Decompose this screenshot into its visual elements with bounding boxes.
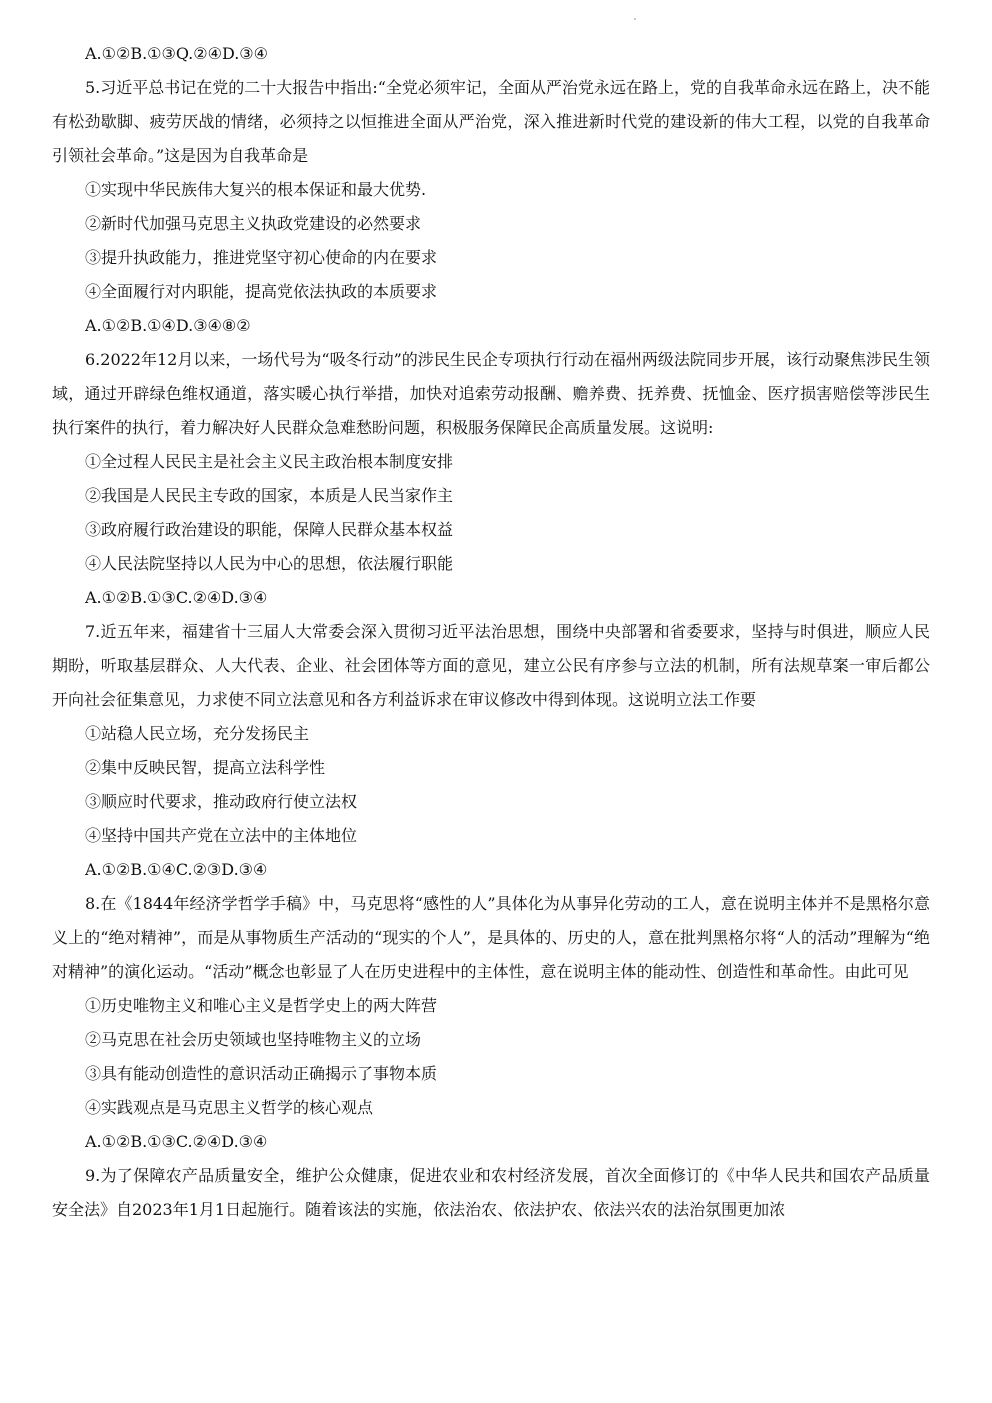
statement-item: ③政府履行政治建设的职能，保障人民群众基本权益 (85, 520, 454, 539)
statement-item: ①实现中华民族伟大复兴的根本保证和最大优势. (85, 180, 427, 199)
statement-item: ②新时代加强马克思主义执政党建设的必然要求 (85, 214, 422, 233)
question-stem: 5.习近平总书记在党的二十大报告中指出:“全党必须牢记，全面从严治党永远在路上，党的自我革命永远在路上，决不能有松劲歇脚、疲劳厌战的情绪，必须持之以恒推进全面从严治党，深入推进新时代党的建设新的伟大工程，以党的自我革命引领社会革命。”这是因为自我革命是 (52, 78, 930, 165)
statement-item: ③具有能动创造性的意识活动正确揭示了事物本质 (85, 1064, 438, 1083)
question-stem: 6.2022年12月以来，一场代号为“吸冬行动”的涉民生民企专项执行行动在福州两级法院同步开展，该行动聚焦涉民生领域，通过开辟绿色维权通道，落实暖心执行举措，加快对追索劳动报酬、赡养费、抚养费、抚恤金、医疗损害赔偿等涉民生执行案件的执行，着力解决好人民群众急难愁盼问题，积极服务保障民企高质量发展。这说明: (52, 350, 930, 437)
statement-item: ③提升执政能力，推进党坚守初心使命的内在要求 (85, 248, 438, 267)
answer-options: A.①②B.①③C.②④D.③④ (85, 1132, 268, 1151)
statement-item: ①站稳人民立场，充分发扬民主 (85, 724, 310, 743)
question-stem: 9.为了保障农产品质量安全，维护公众健康，促进农业和农村经济发展，首次全面修订的《中华人民共和国农产品质量安全法》自2023年1月1日起施行。随着该法的实施，依法治农、依法护农、依法兴农的法治氛围更加浓 (52, 1166, 930, 1219)
statement-item: ②我国是人民民主专政的国家，本质是人民当家作主 (85, 486, 454, 505)
question-stem: 8.在《1844年经济学哲学手稿》中，马克思将“感性的人”具体化为从事异化劳动的工人，意在说明主体并不是黑格尔意义上的“绝对精神”，而是从事物质生产活动的“现实的个人”，是具体的、历史的人，意在批判黑格尔将“人的活动”理解为“绝对精神”的演化运动。“活动”概念也彰显了人在历史进程中的主体性，意在说明主体的能动性、创造性和革命性。由此可见 (52, 894, 930, 981)
statement-item: ④全面履行对内职能，提高党依法执政的本质要求 (85, 282, 438, 301)
statement-item: ③顺应时代要求，推动政府行使立法权 (85, 792, 358, 811)
statement-item: ①全过程人民民主是社会主义民主政治根本制度安排 (85, 452, 454, 471)
answer-options: A.①②B.①④C.②③D.③④ (85, 860, 268, 879)
scan-dot (634, 18, 636, 20)
answer-options: A.①②B.①③Q.②④D.③④ (85, 44, 268, 63)
document-body (52, 37, 930, 1227)
answer-options: A.①②B.①④D.③④⑧② (85, 316, 251, 335)
statement-item: ②马克思在社会历史领域也坚持唯物主义的立场 (85, 1030, 422, 1049)
statement-item: ④坚持中国共产党在立法中的主体地位 (85, 826, 358, 845)
statement-item: ④实践观点是马克思主义哲学的核心观点 (85, 1098, 374, 1117)
question-stem: 7.近五年来，福建省十三届人大常委会深入贯彻习近平法治思想，围绕中央部署和省委要求，坚持与时俱进，顺应人民期盼，听取基层群众、人大代表、企业、社会团体等方面的意见，建立公民有序参与立法的机制，所有法规草案一审后都公开向社会征集意见，力求使不同立法意见和各方利益诉求在审议修改中得到体现。这说明立法工作要 (52, 622, 930, 709)
statement-item: ④人民法院坚持以人民为中心的思想，依法履行职能 (85, 554, 454, 573)
answer-options: A.①②B.①③C.②④D.③④ (85, 588, 268, 607)
statement-item: ①历史唯物主义和唯心主义是哲学史上的两大阵营 (85, 996, 438, 1015)
statement-item: ②集中反映民智，提高立法科学性 (85, 758, 326, 777)
